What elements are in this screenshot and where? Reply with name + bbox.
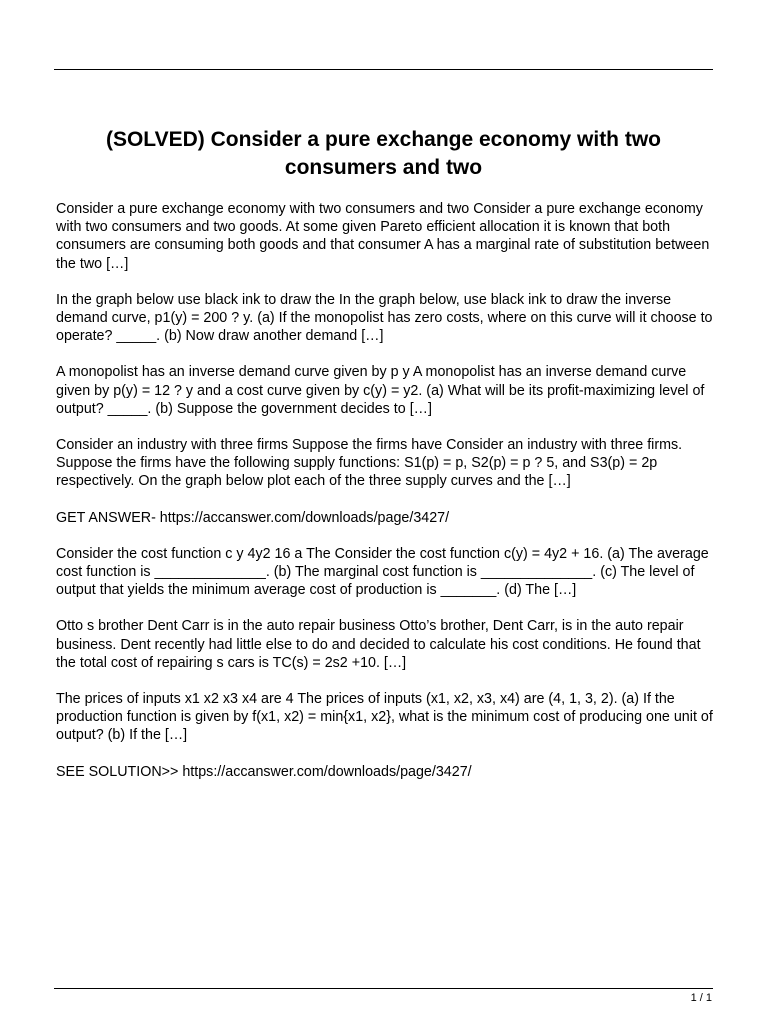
document-title: (SOLVED) Consider a pure exchange economy with two consumers and two [105,128,662,179]
paragraph-input-prices: The prices of inputs x1 x2 x3 x4 are 4 The prices of inputs (x1, x2, x3, x4) are (4, 1, 3, 2). (a) If the production function is given by f(x1, x2) = min{x1, x2}, what is the minimum cost of producing one unit of output? (b) If the […] [56,691,713,744]
footer-rule [54,988,713,989]
paragraph-cost-function: Consider the cost function c y 4y2 16 a The Consider the cost function c(y) = 4y2 + 16. (a) The average cost function is ______________. (b) The marginal cost function is ______________. (c) The level of output that yields the minimum average cost of production is _______. (d) The […] [56,545,709,599]
get-answer-link[interactable]: GET ANSWER- https://accanswer.com/downloads/page/3427/ [56,509,450,526]
paragraph-dent-carr: Otto s brother Dent Carr is in the auto repair business Otto’s brother, Dent Carr, is in the auto repair business. Dent recently had little else to do and decided to calculate his cost conditions. He found that the total cost of repairing s cars is TC(s) = 2s2 +10. […] [56,618,701,671]
page-number: 1 / 1 [690,992,712,1004]
header-rule [54,69,713,70]
paragraph-monopolist: A monopolist has an inverse demand curve given by p y A monopolist has an inverse demand curve given by p(y) = 12 ? y and a cost curve given by c(y) = y2. (a) What will be its profit-maximizing level of output? _____. (b) Suppose the government decides to […] [56,364,705,417]
see-solution-link[interactable]: SEE SOLUTION>> https://accanswer.com/downloads/page/3427/ [56,763,472,780]
paragraph-pure-exchange: Consider a pure exchange economy with two consumers and two Consider a pure exchange economy with two consumers and two goods. At some given Pareto efficient allocation it is known that both consumers are consuming both goods and that consumer A has a marginal rate of substitution between the two […] [56,201,710,272]
paragraph-three-firms: Consider an industry with three firms Suppose the firms have Consider an industry with three firms. Suppose the firms have the following supply functions: S1(p) = p, S2(p) = p ? 5, and S3(p) = 2p respectively. On the graph below plot each of the three supply curves and the […] [56,437,683,490]
document-body [56,200,720,799]
paragraph-inverse-demand: In the graph below use black ink to draw the In the graph below, use black ink to draw the inverse demand curve, p1(y) = 200 ? y. (a) If the monopolist has zero costs, where on this curve will it choose to operate? _____. (b) Now draw another demand […] [56,291,713,345]
